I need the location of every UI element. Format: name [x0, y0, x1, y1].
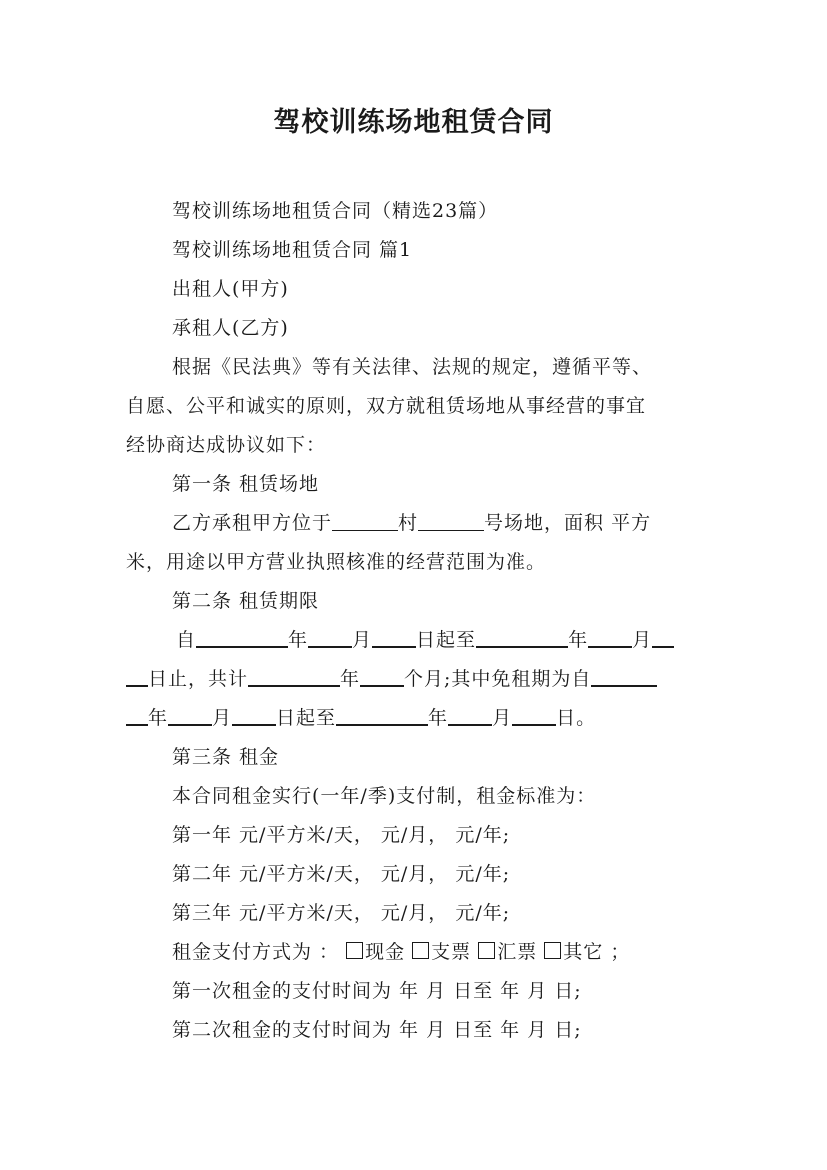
blank-field [126, 665, 148, 687]
intro-line-1: 根据《民法典》等有关法律、法规的规定，遵循平等、 [172, 356, 653, 378]
option-cheque: 支票 [431, 941, 472, 963]
checkbox-cheque[interactable] [412, 942, 429, 959]
art1-text-c: 号场地，面积 平方 [484, 512, 652, 534]
payment-method-label: 租金支付方式为 ： [172, 941, 340, 963]
checkbox-cash[interactable] [346, 942, 363, 959]
blank-field [591, 665, 657, 687]
option-cash: 现金 [365, 941, 406, 963]
subtitle: 驾校训练场地租赁合同（精选23篇） [172, 200, 499, 222]
article-2-line-2 [126, 660, 716, 698]
rent-year-1: 第一年 元/平方米/天， 元/月， 元/年; [172, 824, 511, 846]
blank-field [196, 626, 288, 648]
art1-text-b: 村 [398, 512, 419, 534]
article-1-line-1 [172, 504, 716, 542]
article-2-line-1 [176, 621, 720, 659]
option-other: 其它 [563, 941, 604, 963]
blank-field [232, 704, 276, 726]
term-text: 日。 [556, 707, 597, 729]
checkbox-draft[interactable] [478, 942, 495, 959]
article-2-heading: 第二条 租赁期限 [172, 590, 320, 612]
blank-field [126, 704, 148, 726]
payment-method-line [172, 933, 716, 971]
blank-field [372, 626, 416, 648]
term-text: 日止，共计 [148, 668, 249, 690]
rent-intro: 本合同租金实行(一年/季)支付制，租金标准为： [172, 785, 597, 807]
term-text: 年 [340, 668, 361, 690]
term-text: 年 [148, 707, 169, 729]
rent-year-3: 第三年 元/平方米/天， 元/月， 元/年; [172, 902, 511, 924]
term-text: 月 [352, 629, 373, 651]
article-1-line-2: 米，用途以甲方营业执照核准的经营范围为准。 [126, 551, 547, 573]
term-text: 日起至 [416, 629, 477, 651]
term-text: 年 [568, 629, 589, 651]
blank-field [360, 665, 404, 687]
blank-field [332, 510, 398, 531]
blank-field [588, 626, 632, 648]
blank-field [476, 626, 568, 648]
term-text: 日起至 [276, 707, 337, 729]
checkbox-other[interactable] [544, 942, 561, 959]
option-draft: 汇票 [497, 941, 538, 963]
term-text: 自 [176, 629, 197, 651]
piece-heading: 驾校训练场地租赁合同 篇1 [172, 239, 413, 261]
blank-field [168, 704, 212, 726]
payment-time-1: 第一次租金的支付时间为 年 月 日至 年 月 日; [172, 980, 582, 1002]
document-title: 驾校训练场地租赁合同 [273, 107, 554, 138]
blank-field [308, 626, 352, 648]
term-text: 月 [492, 707, 513, 729]
lessor-line: 出租人(甲方) [172, 278, 289, 300]
term-text: 月 [632, 629, 653, 651]
article-3-heading: 第三条 租金 [172, 746, 280, 768]
article-1-heading: 第一条 租赁场地 [172, 473, 320, 495]
blank-field [512, 704, 556, 726]
intro-line-2: 自愿、公平和诚实的原则，双方就租赁场地从事经营的事宜 [126, 395, 647, 417]
rent-year-2: 第二年 元/平方米/天， 元/月， 元/年; [172, 863, 511, 885]
blank-field [248, 665, 340, 687]
payment-method-end: ； [610, 941, 631, 963]
term-text: 年 [288, 629, 309, 651]
article-2-line-3 [126, 699, 716, 737]
blank-field [652, 626, 674, 648]
art1-text-a: 乙方承租甲方位于 [172, 512, 333, 534]
payment-time-2: 第二次租金的支付时间为 年 月 日至 年 月 日; [172, 1019, 582, 1041]
term-text: 月 [212, 707, 233, 729]
intro-line-3: 经协商达成协议如下： [126, 434, 327, 456]
term-text: 年 [428, 707, 449, 729]
blank-field [418, 510, 484, 531]
blank-field [336, 704, 428, 726]
blank-field [448, 704, 492, 726]
lessee-line: 承租人(乙方) [172, 317, 289, 339]
term-text: 个月;其中免租期为自 [404, 668, 592, 690]
